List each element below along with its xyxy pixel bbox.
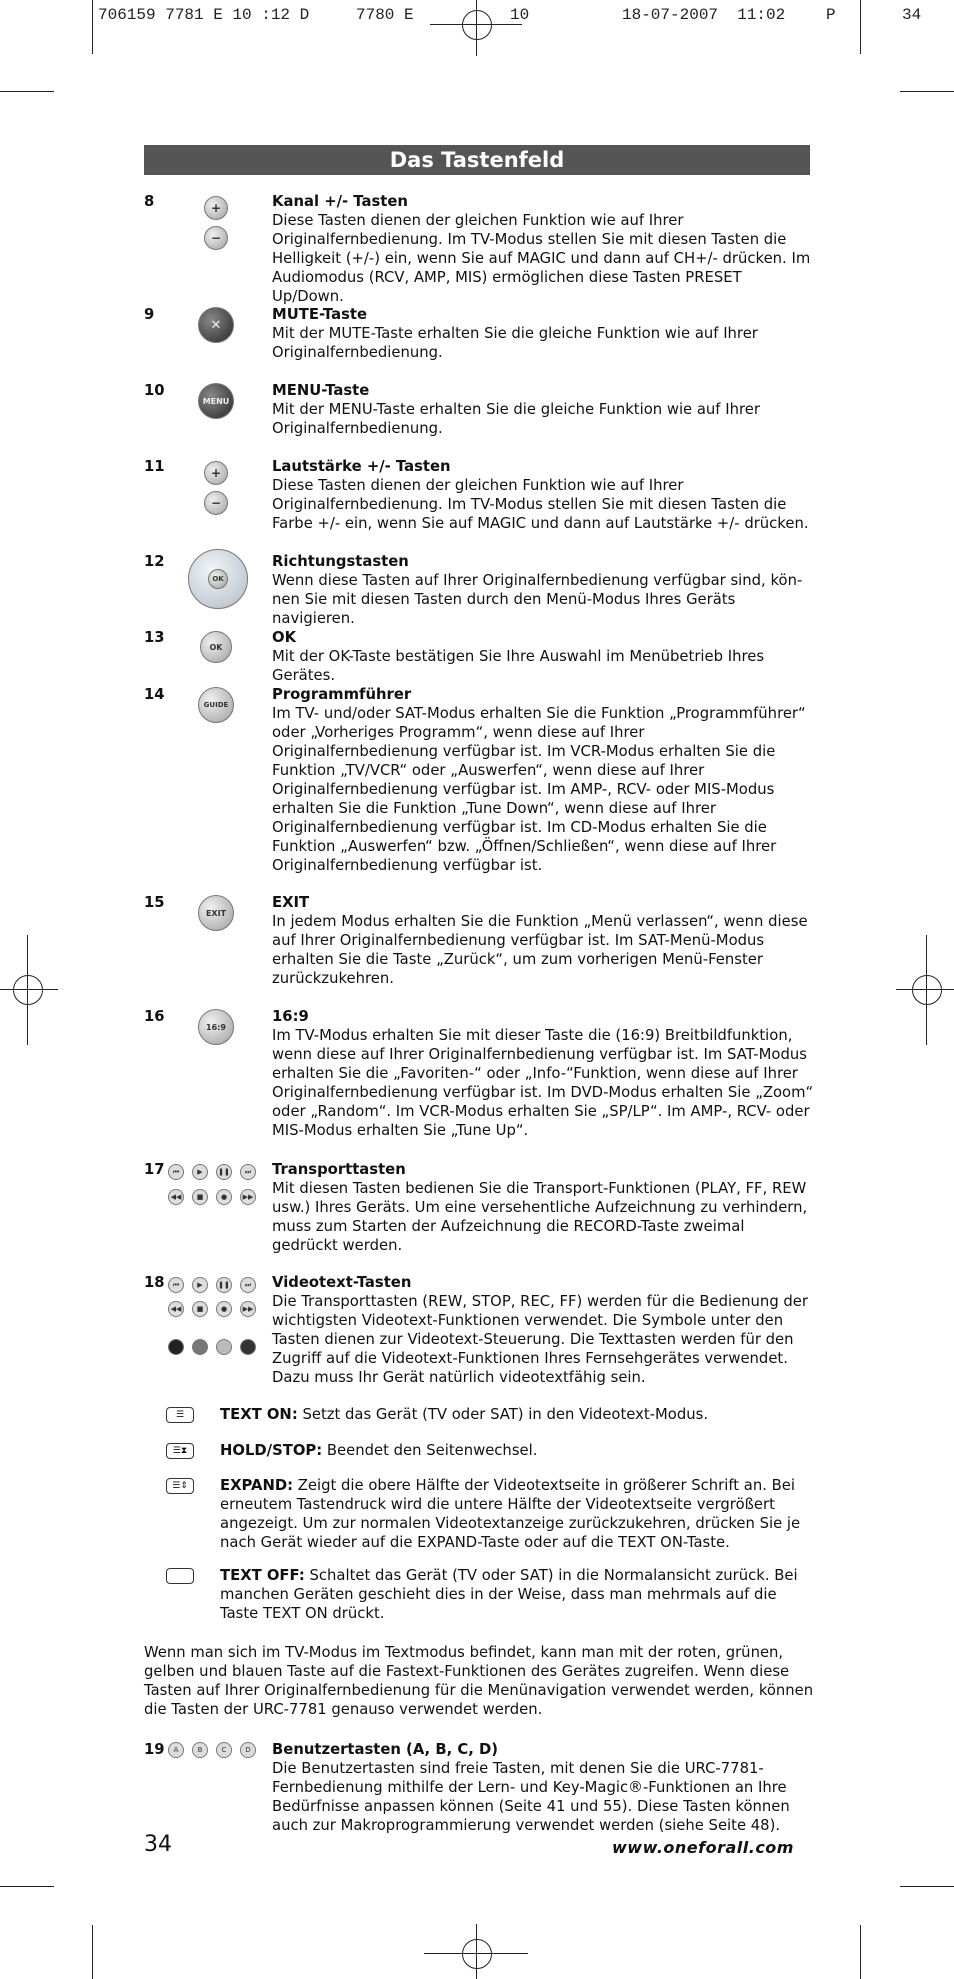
entry-heading: MENU-Taste (272, 382, 370, 399)
entry-body: Die Transporttasten (REW, STOP, REC, FF) werden für die Bedienung der wichtigsten Videotext-Funktionen verwendet. Die Symbole unter den Tasten dienen zur Videotext-Steuerung. Die Texttasten werden für den Zugriff auf die Videotext-Funktionen Ihres Fernsehgerätes verwendet. Dazu muss Ihr Gerät natürlich videotextfähig sein. (272, 1293, 808, 1386)
text-on-icon: ☰ (166, 1407, 194, 1423)
slug-letter: P (826, 6, 836, 24)
aspect-16-9-icon: 16:9 (190, 1007, 306, 1067)
channel-plus-minus-icon: + − (190, 192, 306, 252)
entry-number: 15 (144, 894, 165, 911)
crop-mark (900, 91, 954, 92)
teletext-item (144, 1566, 814, 1623)
entry-number: 8 (144, 193, 155, 210)
fastext-paragraph: Wenn man sich im TV-Modus im Textmodus befindet, kann man mit der roten, grünen, gelben und blauen Taste auf die Fastext-Funktionen des Gerätes zugreifen. Wenn diese Tasten auf Ihrer Originalfernbedienung für die Menünavigation verwendet werden, können die Tasten der URC-7781 genauso verwendet werden. (144, 1644, 814, 1718)
crop-mark (926, 935, 927, 1045)
mute-icon: ✕ (190, 305, 306, 365)
key-entry (144, 1007, 814, 1140)
slug-model: 7780 E (356, 6, 414, 24)
registration-mark (462, 1939, 492, 1969)
entry-heading: Transporttasten (272, 1161, 406, 1178)
entry-number: 18 (144, 1274, 165, 1291)
page-title: Das Tastenfeld (144, 145, 810, 175)
entry-heading: MUTE-Taste (272, 306, 367, 323)
footer-url[interactable]: www.oneforall.com (612, 1838, 794, 1857)
entry-body: Die Benutzertasten sind freie Tasten, mit denen Sie die URC-7781-Fernbedienung mithilfe der Lern- und Key-Magic®-Funktionen an Ihre Bedürfnisse anpassen können (Seite 41 und 55). Diese Tasten können auch zur Makroprogrammierung verwendet werden (siehe Seite 48). (272, 1760, 790, 1834)
crop-mark (0, 91, 54, 92)
teletext-desc: Setzt das Gerät (TV oder SAT) in den Videotext-Modus. (302, 1406, 709, 1423)
crop-mark (92, 1925, 93, 1979)
registration-mark (912, 975, 942, 1005)
key-entry (144, 552, 814, 628)
entry-body: Diese Tasten dienen der gleichen Funktion wie auf Ihrer Originalfernbedienung. Im TV-Modus stellen Sie mit diesen Tasten die Farbe +/- ein, wenn Sie auf MAGIC und dann auf Lautstärke +/- drücken. (272, 477, 809, 532)
page-number: 34 (144, 1832, 172, 1857)
crop-mark (860, 1925, 861, 1979)
entry-body: Wenn diese Tasten auf Ihrer Originalfernbedienung verfügbar sind, kön- nen Sie mit diesen Tasten durch den Menü-Modus Ihres Geräts navigieren. (272, 572, 803, 627)
entry-number: 9 (144, 306, 155, 323)
entry-heading: Kanal +/- Tasten (272, 193, 408, 210)
entry-body: Im TV- und/oder SAT-Modus erhalten Sie die Funktion „Programmführer“ oder „Vorheriges Programm“, wenn diese auf Ihrer Originalfernbedienung verfügbar ist. Im VCR-Modus erhalten Sie die Funktion „TV/VCR“ oder „Auswerfen“, wenn diese auf Ihrer Originalfernbedienung verfügbar ist. Im AMP-, RCV- oder MIS-Modus erhalten Sie die Funktion „Tune Down“, wenn diese auf Ihrer Originalfernbedienung verfügbar ist. Im CD-Modus erhalten Sie die Funktion „Auswerfen“ bzw. „Öffnen/Schließen“, wenn diese auf Ihrer Originalfernbedienung verfügbar ist. (272, 705, 806, 874)
teletext-desc: Zeigt die obere Hälfte der Videotextseite in größerer Schrift an. Bei erneutem Tastendruck wird die untere Hälfte der Videotextseite vergrößert angezeigt. Um zur normalen Videotextanzeige zurückzukehren, drücken Sie je nach Gerät wieder auf die EXPAND-Taste oder auf die TEXT ON-Taste. (220, 1477, 801, 1551)
teletext-item (144, 1476, 814, 1552)
teletext-label: EXPAND: (220, 1477, 294, 1494)
teletext-label: TEXT OFF: (220, 1567, 305, 1584)
entry-number: 17 (144, 1161, 165, 1178)
hold-stop-icon: ☰⧗ (166, 1443, 194, 1459)
printer-slug (98, 6, 934, 26)
key-entry (144, 893, 814, 988)
key-entry (144, 628, 814, 685)
key-entry (144, 192, 814, 306)
key-entry (144, 305, 814, 362)
guide-icon: GUIDE (190, 685, 306, 745)
crop-mark (424, 1953, 528, 1954)
volume-plus-minus-icon: + − (190, 457, 306, 517)
teletext-keys-icon: ⏮ ▶ ❚❚ ⏭ ◀◀ ■ ● ▶▶ (168, 1273, 284, 1363)
transport-keys-icon: ⏮ ▶ ❚❚ ⏭ ◀◀ ■ ● ▶▶ (168, 1160, 284, 1220)
text-off-icon (166, 1568, 194, 1584)
entry-heading: 16:9 (272, 1008, 309, 1025)
entry-heading: Programmführer (272, 686, 412, 703)
registration-mark (462, 10, 492, 40)
entry-number: 19 (144, 1741, 165, 1758)
teletext-item (144, 1405, 814, 1424)
entry-body: Mit diesen Tasten bedienen Sie die Transport-Funktionen (PLAY, FF, REW usw.) Ihres Geräts. Um eine versehentliche Aufzeichnung zu verhindern, muss zum Starten der Aufzeichnung die RECORD-Taste zweimal gedrückt werden. (272, 1180, 808, 1254)
entry-heading: Videotext-Tasten (272, 1274, 412, 1291)
teletext-desc: Beendet den Seitenwechsel. (326, 1442, 538, 1459)
entry-number: 12 (144, 553, 165, 570)
entry-body: Diese Tasten dienen der gleichen Funktion wie auf Ihrer Originalfernbedienung. Im TV-Modus stellen Sie mit diesen Tasten die Helligkeit (+/-) ein, wenn Sie auf MAGIC und dann auf CH+/- drücken. Im Audiomodus (RCV, AMP, MIS) ermöglichen diese Tasten PRESET Up/Down. (272, 212, 811, 305)
entry-heading: Richtungstasten (272, 553, 409, 570)
user-keys-icon: A B C D (168, 1740, 284, 1762)
crop-mark (92, 0, 93, 54)
slug-page: 34 (902, 6, 922, 24)
key-entry (144, 685, 814, 875)
crop-mark (476, 0, 477, 56)
entry-body: Im TV-Modus erhalten Sie mit dieser Taste die (16:9) Breitbildfunktion, wenn diese auf Ihrer Originalfernbedienung verfügbar ist. Im SAT-Modus erhalten Sie die „Favoriten-“ oder „Info-“Funktion, wenn diese auf Ihrer Originalfernbedienung verfügbar ist. Im DVD-Modus erhalten Sie „Zoom“ oder „Random“. Im VCR-Modus erhalten Sie „SP/LP“. Im AMP-, RCV- oder MIS-Modus erhalten Sie „Tune Up“. (272, 1027, 814, 1139)
entry-heading: OK (272, 629, 297, 646)
crop-mark (896, 989, 954, 990)
entry-number: 16 (144, 1008, 165, 1025)
key-entry (144, 381, 814, 438)
entry-heading: Benutzertasten (A, B, C, D) (272, 1741, 499, 1758)
ok-icon: OK (190, 628, 306, 688)
registration-mark (13, 975, 43, 1005)
key-entry (144, 1273, 814, 1387)
crop-mark (0, 1886, 54, 1887)
slug-datetime: 18-07-2007 11:02 (622, 6, 786, 24)
menu-icon: MENU (190, 381, 306, 441)
crop-mark (900, 1886, 954, 1887)
direction-pad-icon: OK (190, 552, 306, 612)
teletext-desc: Schaltet das Gerät (TV oder SAT) in die Normalansicht zurück. Bei manchen Geräten geschieht dies in der Weise, dass man mehrmals auf die Taste TEXT ON drückt. (220, 1567, 798, 1622)
slug-num: 10 (510, 6, 530, 24)
exit-icon: EXIT (190, 893, 306, 953)
entry-number: 11 (144, 458, 165, 475)
entry-number: 10 (144, 382, 165, 399)
crop-mark (476, 1924, 477, 1979)
teletext-label: TEXT ON: (220, 1406, 298, 1423)
entry-body: Mit der MENU-Taste erhalten Sie die gleiche Funktion wie auf Ihrer Originalfernbedienung. (272, 401, 760, 437)
key-entry (144, 457, 814, 533)
entry-body: In jedem Modus erhalten Sie die Funktion „Menü verlassen“, wenn diese auf Ihrer Originalfernbedienung verfügbar ist. Im SAT-Menü-Modus erhalten Sie die Taste „Zurück“, um zum vorherigen Menü-Fenster zurückzukehren. (272, 913, 808, 987)
crop-mark (430, 24, 522, 25)
entry-body: Mit der MUTE-Taste erhalten Sie die gleiche Funktion wie auf Ihrer Originalfernbedienung. (272, 325, 758, 361)
entry-number: 13 (144, 629, 165, 646)
teletext-label: HOLD/STOP: (220, 1442, 323, 1459)
crop-mark (0, 989, 58, 990)
slug-code: 706159 7781 E 10 :12 D (98, 6, 310, 24)
entry-body: Mit der OK-Taste bestätigen Sie Ihre Auswahl im Menübetrieb Ihres Gerätes. (272, 648, 765, 684)
crop-mark (27, 935, 28, 1045)
key-entry (144, 1740, 814, 1835)
entry-heading: EXIT (272, 894, 310, 911)
entry-heading: Lautstärke +/- Tasten (272, 458, 451, 475)
entry-number: 14 (144, 686, 165, 703)
key-entry (144, 1160, 814, 1255)
teletext-item (144, 1441, 814, 1460)
expand-icon: ☰⇕ (166, 1478, 194, 1494)
crop-mark (860, 0, 861, 54)
